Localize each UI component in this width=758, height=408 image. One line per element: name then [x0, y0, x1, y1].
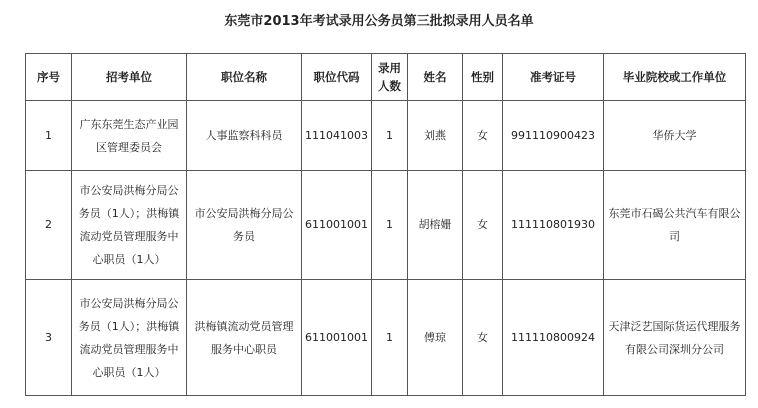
school-cell: 华侨大学	[604, 101, 746, 171]
gender-cell: 女	[463, 280, 503, 396]
gender-cell: 女	[463, 171, 503, 280]
position-cell: 洪梅镇流动党员管理服务中心职员	[187, 280, 302, 396]
code-cell: 111041003	[302, 101, 372, 171]
school-cell: 东莞市石碣公共汽车有限公司	[604, 171, 746, 280]
code-cell: 611001001	[302, 280, 372, 396]
header-cell: 毕业院校或工作单位	[604, 54, 746, 101]
header-cell: 职位代码	[302, 54, 372, 101]
header-cell: 性别	[463, 54, 503, 101]
gender-cell: 女	[463, 101, 503, 171]
header-cell: 录用人数	[372, 54, 408, 101]
table-header-row	[26, 54, 746, 101]
seq-cell: 1	[26, 101, 72, 171]
code-cell: 611001001	[302, 171, 372, 280]
name-cell: 胡榕姗	[408, 171, 463, 280]
unit-cell: 市公安局洪梅分局公务员（1人）；洪梅镇流动党员管理服务中心职员（1人）	[72, 171, 187, 280]
header-cell: 序号	[26, 54, 72, 101]
count-cell: 1	[372, 171, 408, 280]
seq-cell: 2	[26, 171, 72, 280]
table-row	[26, 280, 746, 396]
header-cell: 职位名称	[187, 54, 302, 101]
header-cell: 姓名	[408, 54, 463, 101]
school-cell: 天津泛艺国际货运代理服务有限公司深圳分公司	[604, 280, 746, 396]
position-cell: 市公安局洪梅分局公务员	[187, 171, 302, 280]
seq-cell: 3	[26, 280, 72, 396]
table-row	[26, 171, 746, 280]
unit-cell: 广东东莞生态产业园区管理委员会	[72, 101, 187, 171]
position-cell: 人事监察科科员	[187, 101, 302, 171]
page-title: 东莞市2013年考试录用公务员第三批拟录用人员名单	[224, 14, 534, 29]
count-cell: 1	[372, 280, 408, 396]
table-row	[26, 101, 746, 171]
name-cell: 傅琼	[408, 280, 463, 396]
exam-no-cell: 991110900423	[503, 101, 604, 171]
roster-table	[25, 53, 746, 396]
header-cell: 准考证号	[503, 54, 604, 101]
exam-no-cell: 111110801930	[503, 171, 604, 280]
exam-no-cell: 111110800924	[503, 280, 604, 396]
count-cell: 1	[372, 101, 408, 171]
name-cell: 刘燕	[408, 101, 463, 171]
unit-cell: 市公安局洪梅分局公务员（1人）；洪梅镇流动党员管理服务中心职员（1人）	[72, 280, 187, 396]
header-cell: 招考单位	[72, 54, 187, 101]
